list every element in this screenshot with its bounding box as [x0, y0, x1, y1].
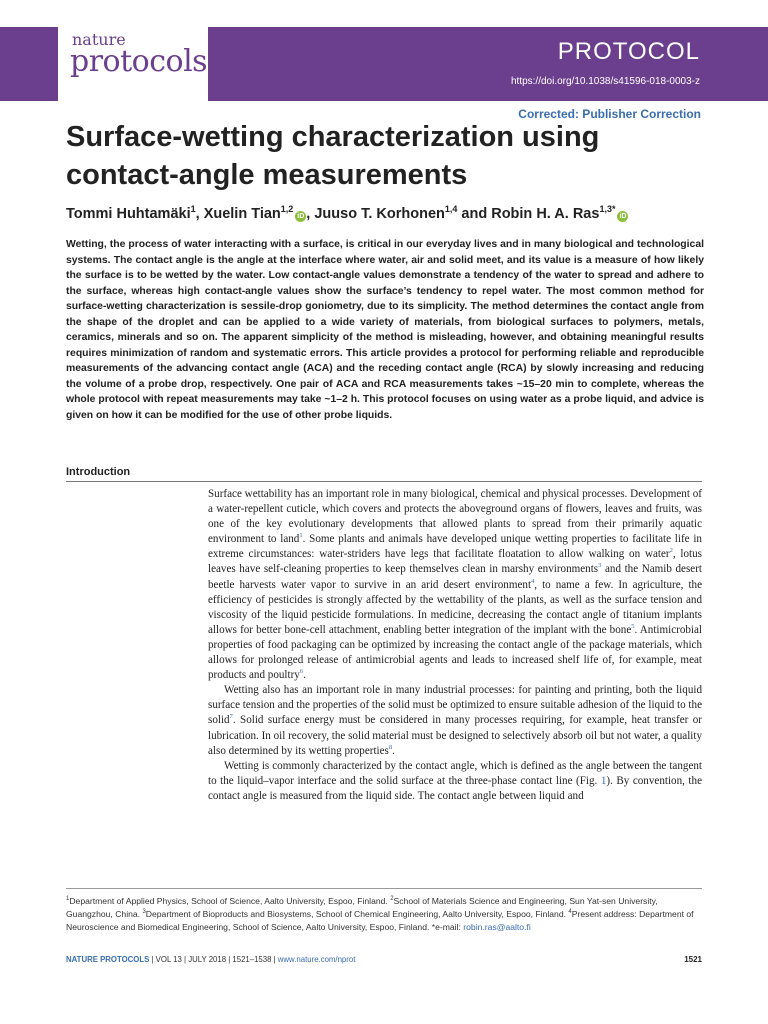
- logo-text-nature: nature: [72, 30, 126, 49]
- footer-journal-url[interactable]: www.nature.com/nprot: [277, 955, 356, 964]
- author-separator: and: [457, 206, 492, 222]
- corresponding-email-link[interactable]: robin.ras@aalto.fi: [463, 922, 531, 932]
- reference-citation[interactable]: 4: [531, 577, 535, 585]
- doi-link[interactable]: https://doi.org/10.1038/s41596-018-0003-z: [510, 76, 700, 87]
- author-affiliation: 1,2: [280, 204, 294, 214]
- reference-citation[interactable]: 6: [299, 668, 304, 676]
- body-paragraph-3: Wetting is commonly characterized by the contact angle, which is defined as the angle between the tangent to the liquid–vapor interface and the solid surface at the three-phase contact line (Fig. 1). By convention, the contact angle is measured from the liquid side. The contact angle between liquid and: [208, 759, 702, 802]
- author-name[interactable]: Robin H. A. Ras: [491, 206, 600, 222]
- author-list: [66, 205, 706, 223]
- footer-citation: | VOL 13 | JULY 2018 | 1521–1538 |: [149, 955, 278, 964]
- author-3[interactable]: [314, 206, 457, 222]
- footnote-divider: [66, 888, 702, 889]
- author-affiliation: 1,4: [444, 204, 458, 214]
- affiliation-number: 3: [142, 909, 146, 915]
- section-divider: [66, 481, 702, 482]
- affiliation-text: Present address: Department of Neuroscience and Biomedical Engineering, School of Science, Aalto University, Espoo, Finland. *e-mail:: [66, 909, 694, 932]
- author-4[interactable]: [491, 206, 628, 222]
- affiliation-text: School of Materials Science and Engineering, Sun Yat-sen University, Guangzhou, China.: [66, 896, 658, 919]
- body-paragraph-2: Wetting also has an important role in many industrial processes: for painting and printing, both the liquid surface tension and the properties of the solid must be optimized to ensure suitable adhesion of the liquid to the solid$^7$. Solid surface energy must be considered in many processes requiring, for example, heat transfer or lubrication. In oil recovery, the solid material must be designed to selectively absorb oil but not water, a quality also determined by its wetting properties$^8$.: [208, 684, 702, 757]
- author-separator: ,: [195, 206, 204, 222]
- author-1[interactable]: [66, 206, 196, 222]
- article-type-label: PROTOCOL: [557, 38, 700, 65]
- author-2[interactable]: [204, 206, 307, 222]
- figure-link[interactable]: 1: [600, 774, 607, 787]
- reference-citation[interactable]: 7: [229, 713, 233, 721]
- reference-citation[interactable]: 5: [631, 622, 635, 630]
- author-affiliation: 1: [190, 204, 196, 214]
- author-affiliation: 1,3*: [599, 204, 616, 214]
- reference-citation[interactable]: 2: [669, 547, 673, 555]
- affiliations-footnote: [66, 895, 706, 934]
- article-title: Surface-wetting characterization using contact-angle measurements: [66, 121, 600, 191]
- author-name[interactable]: Juuso T. Korhonen: [314, 206, 445, 222]
- body-paragraph-1: Surface wettability has an important role in many biological, chemical and physical processes. Development of a water-repellent cuticle, which covers and protects the aboveground organs of flowers, leaves and fruits, was one of the key evolutionary developments that allowed plants to spread from their primarily aquatic environment to land$^1$. Some plants and animals have developed unique wetting properties to facilitate life in extreme circumstances: water-striders have legs that facilitate floatation to allow walking on water$^2$, lotus leaves have self-cleaning properties to keep themselves clean in marshy environments$^3$ and the Namib desert beetle harvests water vapor to survive in an arid desert environment$^4$, to name a few. In agriculture, the efficiency of pesticides is strongly affected by the wettability of the plants, as well as the surface tension and viscosity of the liquid pesticide formulations. In medicine, decreasing the contact angle of titanium implants allows for better bone-cell attachment, enabling better integration of the implant with the bone$^5$. Antimicrobial properties of food packaging can be optimized by increasing the contact angle of the package materials, which allows for prolonged release of antimicrobial agents and leads to increased shelf life of, for example, meat products and poultry$^6$.: [208, 488, 702, 682]
- affiliation-number: 4: [568, 909, 572, 915]
- author-separator: ,: [306, 206, 315, 222]
- author-name[interactable]: Xuelin Tian: [203, 206, 281, 222]
- page-footer: [66, 955, 702, 965]
- affiliation-number: 2: [390, 896, 394, 902]
- orcid-icon[interactable]: iD: [619, 213, 627, 220]
- footer-journal-name: NATURE PROTOCOLS: [66, 955, 150, 964]
- reference-citation[interactable]: 1: [299, 532, 303, 540]
- reference-citation[interactable]: 3: [598, 562, 602, 570]
- author-name[interactable]: Tommi Huhtamäki: [66, 206, 191, 222]
- affiliation-text: Department of Bioproducts and Biosystems, School of Chemical Engineering, Aalto University, Espoo, Finland.: [145, 909, 569, 919]
- affiliation-number: 1: [66, 896, 70, 902]
- orcid-icon[interactable]: iD: [297, 213, 305, 220]
- page-number: 1521: [684, 955, 702, 964]
- affiliation-text: Department of Applied Physics, School of Science, Aalto University, Espoo, Finland.: [69, 896, 391, 906]
- logo-text-protocols: protocols: [70, 44, 208, 79]
- abstract: Wetting, the process of water interacting with a surface, is critical in our everyday lives and in many biological and technological systems. The contact angle is the angle at the interface where water, air and solid meet, and its value is a measure of how likely the surface is to be wetted by the water. Low contact-angle values demonstrate a tendency of the water to spread and adhere to the surface, whereas high contact-angle values show the surface’s tendency to repel water. The most common method for surface-wetting characterization is sessile-drop goniometry, due to its simplicity. The method determines the contact angle from the shape of the droplet and can be applied to a wide variety of materials, from biological surfaces to polymers, metals, ceramics, minerals and so on. The apparent simplicity of the method is misleading, however, and obtaining meaningful results requires minimization of random and systematic errors. This article provides a protocol for performing reliable and reproducible measurements of the advancing contact angle (ACA) and the receding contact angle (RCA) by slowly increasing and reducing the volume of a probe drop, respectively. One pair of ACA and RCA measurements takes ~15–20 min to complete, whereas the whole protocol with repeat measurements may take ~1–2 h. This protocol focuses on using water as a probe liquid, and advice is given on how it can be modified for the use of other probe liquids.: [66, 239, 704, 421]
- article-body: [208, 487, 702, 804]
- section-heading: Introduction: [66, 466, 131, 478]
- publisher-correction-link[interactable]: Corrected: Publisher Correction: [518, 107, 701, 121]
- reference-citation[interactable]: 8: [388, 743, 393, 751]
